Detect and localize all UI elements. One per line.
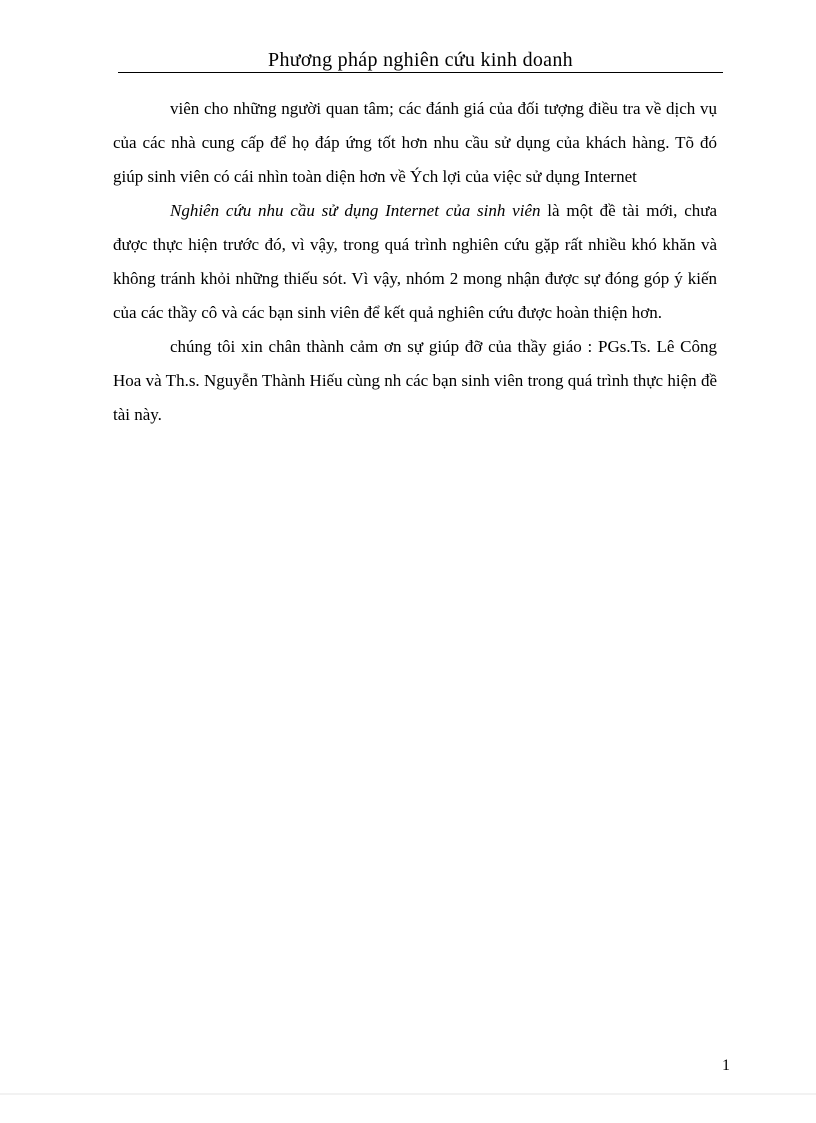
paragraph-2-text: là một đề tài mới, chưa được thực hiện trước đó, vì vậy, trong quá trình nghiên cứu gặp rất nhiều khó khăn và không tránh khỏi những thiếu sót. Vì vậy, nhóm 2 mong nhận được sự đóng góp ý kiến của các thầy cô và các bạn sinh viên để kết quả nghiên cứu được hoàn thiện hơn.	[113, 201, 717, 322]
header-title: Phương pháp nghiên cứu kinh doanh	[268, 49, 573, 71]
paragraph-1: viên cho những người quan tâm; các đánh giá của đối tượng điều tra về dịch vụ của các nhà cung cấp để họ đáp ứng tốt hơn nhu cầu sử dụng của khách hàng. Tõ đó giúp sinh viên có cái nhìn toàn diện hơn về Ých lợi của việc sử dụng Internet	[113, 99, 717, 186]
page-bottom-edge	[0, 1093, 816, 1095]
page-number: 1	[722, 1057, 730, 1074]
page-header	[118, 48, 723, 73]
body-text	[113, 92, 717, 432]
paragraph-3: chúng tôi xin chân thành cảm ơn sự giúp đỡ của thầy giáo : PGs.Ts. Lê Công Hoa và Th.s. Nguyễn Thành Hiếu cùng nh các bạn sinh viên trong quá trình thực hiện đề tài này.	[113, 337, 717, 424]
paragraph-2	[113, 194, 717, 330]
paragraph-2-italic-title: Nghiên cứu nhu cầu sử dụng Internet của sinh viên	[170, 201, 541, 220]
